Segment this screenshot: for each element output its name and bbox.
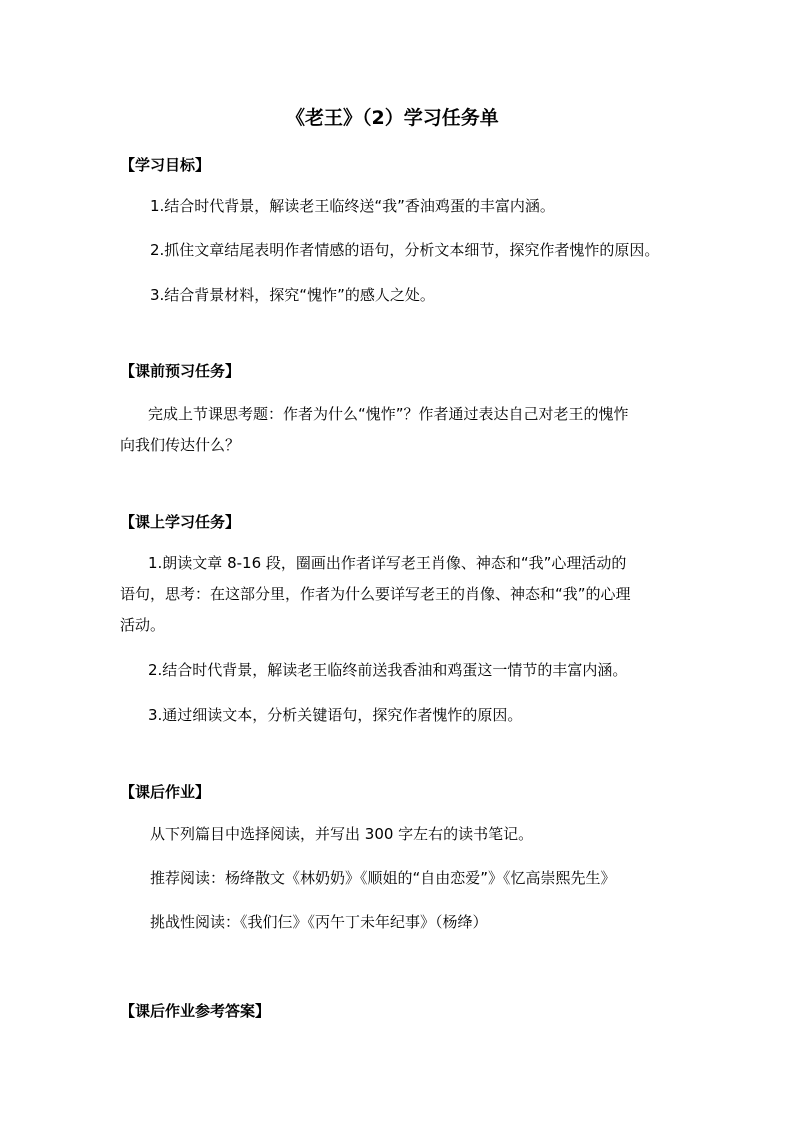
preview-heading: 【课前预习任务】 [120, 362, 241, 380]
classwork-heading: 【课上学习任务】 [120, 513, 241, 531]
classwork-line-5: 3.通过细读文本，分析关键语句，探究作者愧怍的原因。 [148, 706, 523, 724]
goal-item-3: 3.结合背景材料，探究“愧怍”的感人之处。 [150, 286, 435, 304]
preview-line-1: 完成上节课思考题：作者为什么“愧怍”？作者通过表达自己对老王的愧怍 [148, 405, 629, 423]
classwork-line-4: 2.结合时代背景，解读老王临终前送我香油和鸡蛋这一情节的丰富内涵。 [148, 661, 628, 679]
homework-heading: 【课后作业】 [120, 783, 211, 801]
goals-heading: 【学习目标】 [120, 156, 211, 174]
homework-line-1: 从下列篇目中选择阅读，并写出 300 字左右的读书笔记。 [150, 825, 534, 843]
goal-item-1: 1.结合时代背景，解读老王临终送“我”香油鸡蛋的丰富内涵。 [150, 197, 555, 215]
homework-line-3: 挑战性阅读：《我们仨》《丙午丁未年纪事》（杨绛） [150, 913, 488, 931]
goal-item-2: 2.抓住文章结尾表明作者情感的语句，分析文本细节，探究作者愧怍的原因。 [150, 241, 660, 259]
preview-line-2: 向我们传达什么？ [120, 436, 241, 454]
answers-heading: 【课后作业参考答案】 [120, 1002, 271, 1020]
classwork-line-2: 语句，思考：在这部分里，作者为什么要详写老王的肖像、神态和“我”的心理 [120, 585, 631, 603]
homework-line-2: 推荐阅读：杨绛散文《林奶奶》《顺姐的“自由恋爱”》《忆高崇熙先生》 [150, 869, 616, 887]
classwork-line-1: 1.朗读文章 8-16 段，圈画出作者详写老王肖像、神态和“我”心理活动的 [148, 554, 627, 572]
page-title: 《老王》（2）学习任务单 [286, 107, 499, 129]
classwork-line-3: 活动。 [120, 616, 166, 634]
